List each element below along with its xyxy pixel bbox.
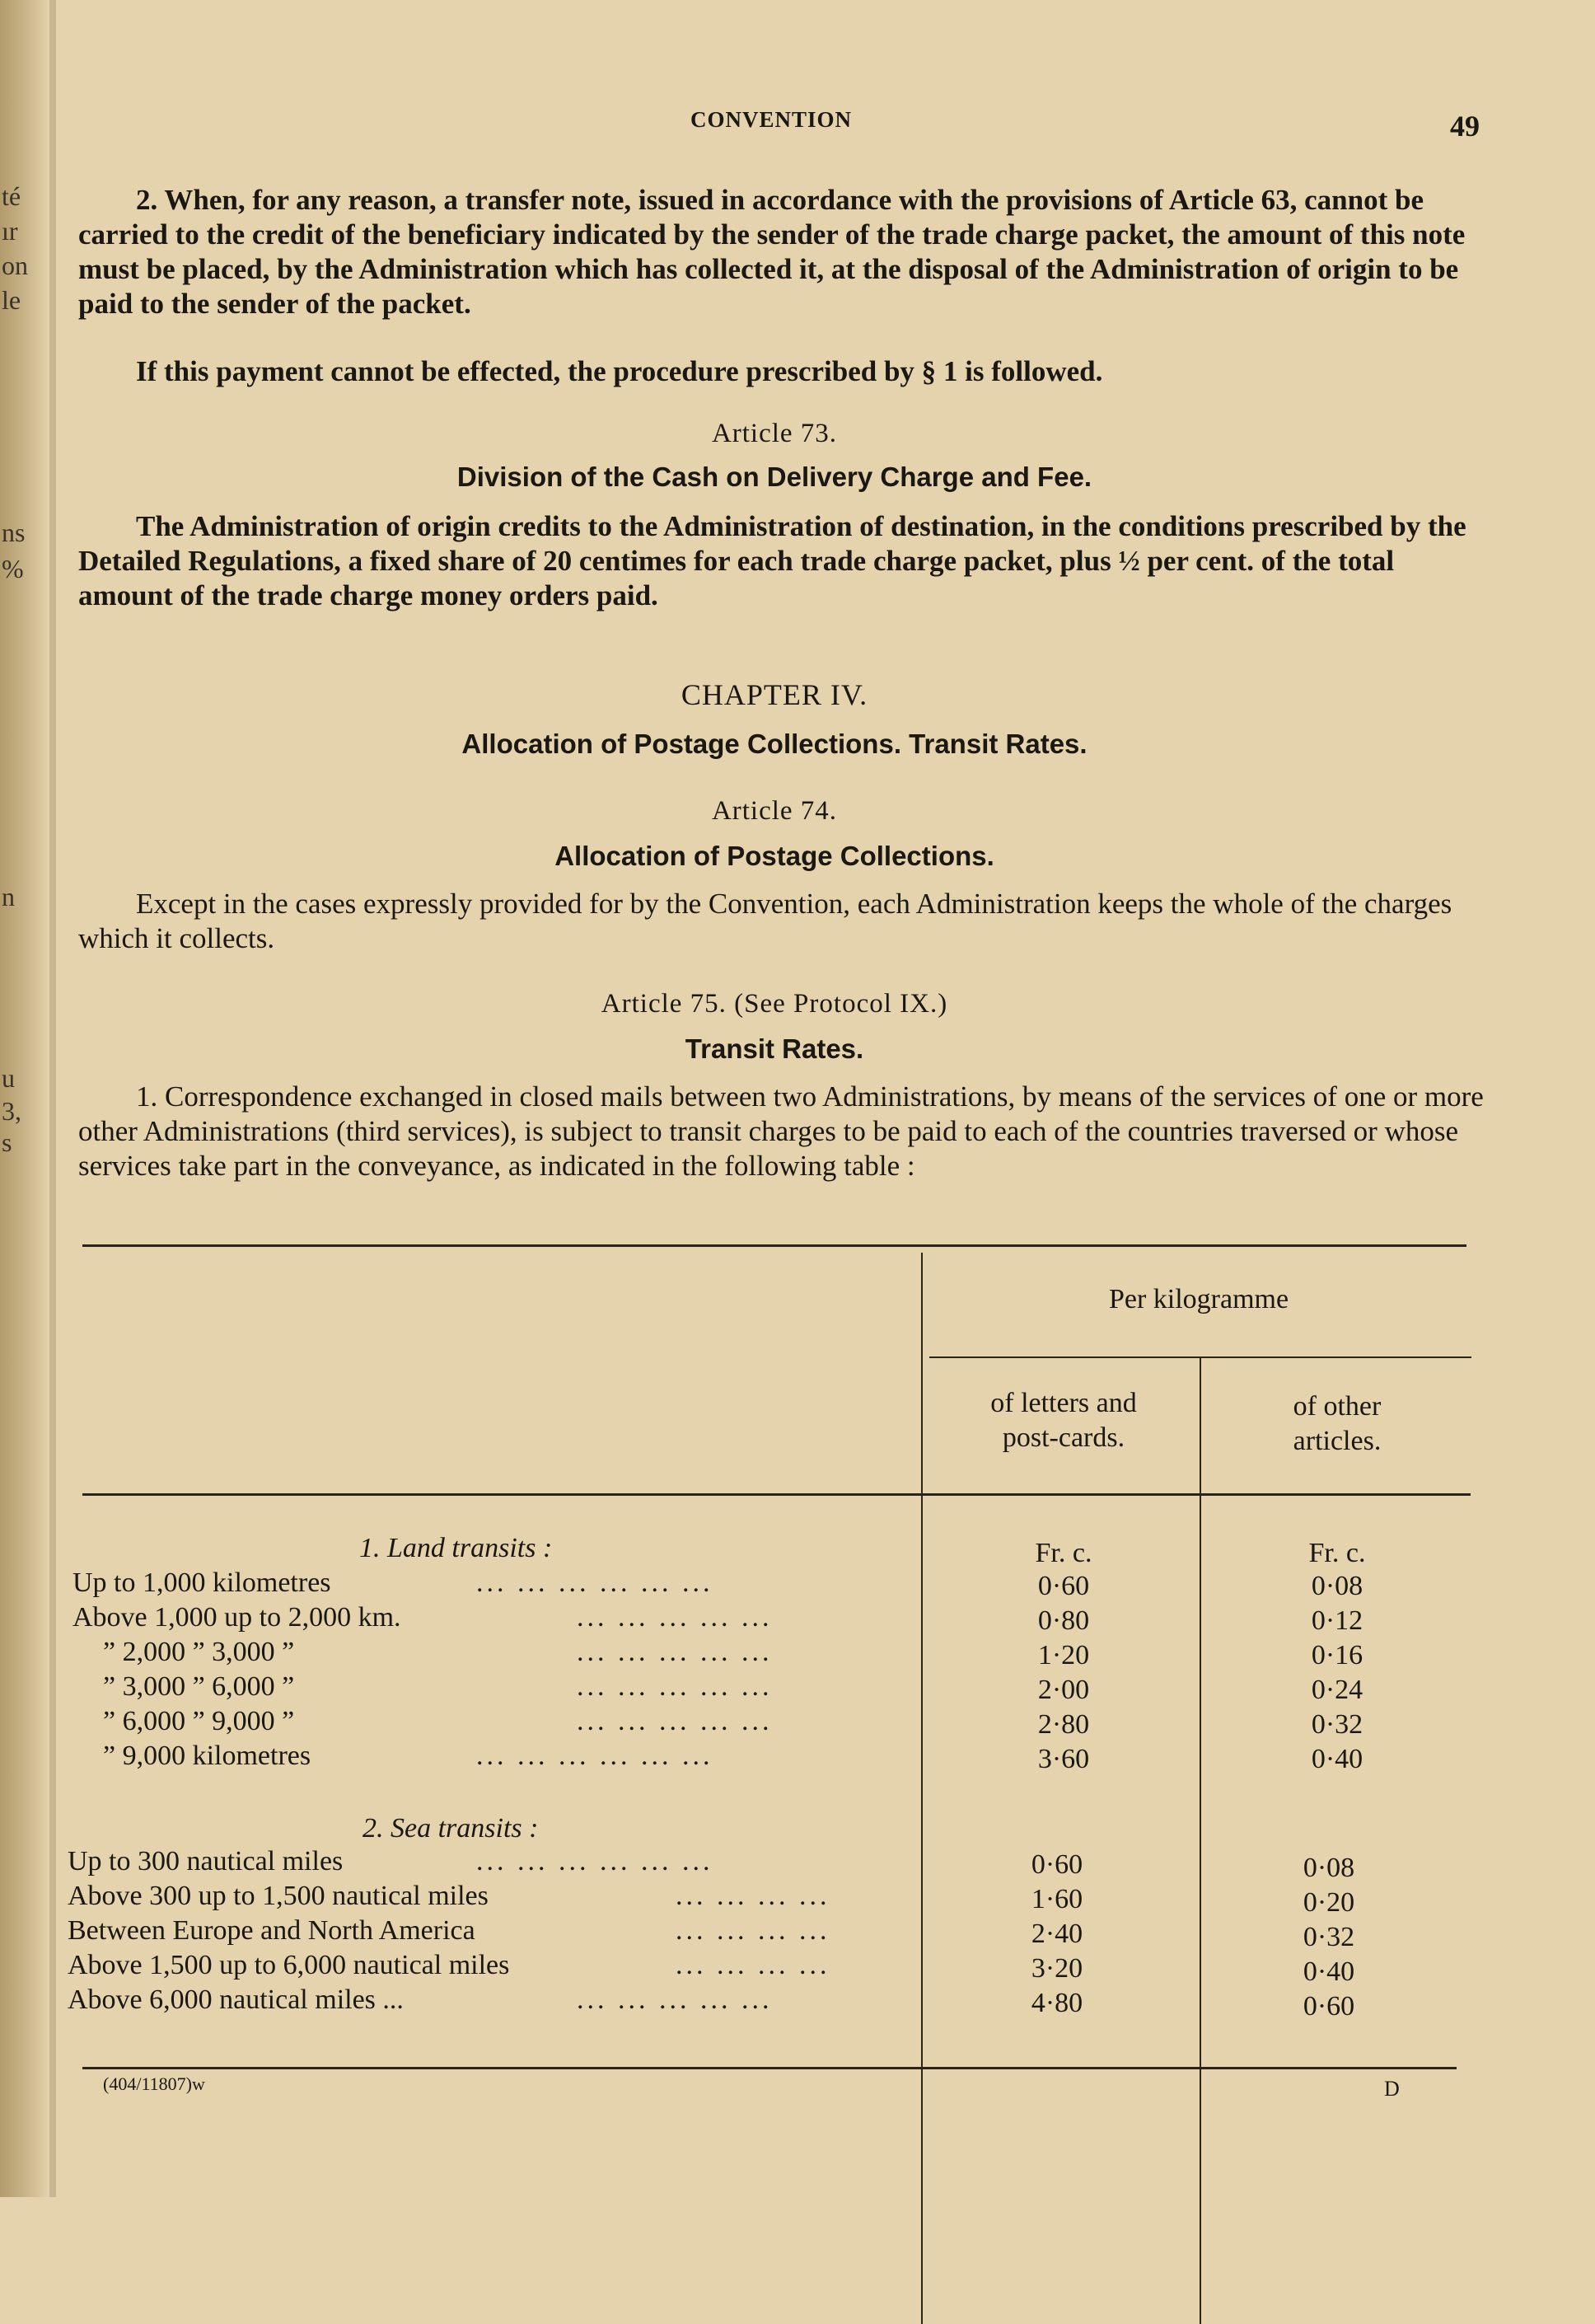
table-row-label: Above 6,000 nautical miles ... bbox=[68, 1984, 404, 2015]
article-75-title: Transit Rates. bbox=[685, 1033, 864, 1064]
article-75-heading: Article 75. (See Protocol IX.) bbox=[601, 989, 948, 1019]
table-cell-letters: 3·20 bbox=[1031, 1953, 1083, 1984]
leader-dots: ... ... ... ... ... bbox=[577, 1637, 773, 1667]
chapter-title: Allocation of Postage Collections. Transit Rates. bbox=[461, 729, 1088, 759]
paragraph-transfer-note: 2. When, for any reason, a transfer note, issued in accordance with the provisions of Article 63, cannot be carried to the credit of the beneficiary indicated by the sender of the trade charge packet, the amount of this note must be placed, by the Administration which has collected it, at the disposal of the Administration of origin to be paid to the sender of the packet. bbox=[78, 184, 1466, 320]
table-header-rule bbox=[82, 1493, 1471, 1496]
table-cell-letters: 1·60 bbox=[1031, 1884, 1083, 1914]
leader-dots: ... ... ... ... ... bbox=[577, 1984, 773, 2015]
table-cell-other: 0·60 bbox=[1303, 1991, 1355, 2022]
leader-dots: ... ... ... ... ... ... bbox=[476, 1846, 713, 1877]
table-vline-1 bbox=[921, 1253, 923, 2324]
column-other-header-line1: of other bbox=[1293, 1391, 1382, 1422]
table-row-label: ” 9,000 kilometres bbox=[103, 1741, 311, 1771]
table-row-label: Up to 1,000 kilometres bbox=[72, 1567, 331, 1598]
margin-fragment: on bbox=[2, 251, 28, 280]
margin-fragment: n bbox=[2, 882, 15, 911]
margin-fragment: s bbox=[2, 1127, 12, 1157]
leader-dots: ... ... ... ... ... ... bbox=[476, 1741, 713, 1771]
table-row-label: ” 2,000 ” 3,000 ” bbox=[103, 1637, 295, 1667]
margin-fragment: le bbox=[2, 285, 21, 315]
article-73-heading: Article 73. bbox=[711, 419, 838, 448]
table-cell-other: 0·32 bbox=[1303, 1922, 1355, 1952]
leader-dots: ... ... ... ... ... bbox=[577, 1602, 773, 1633]
leader-dots: ... ... ... ... bbox=[676, 1950, 830, 1980]
table-bottom-rule bbox=[82, 2067, 1457, 2069]
leader-dots: ... ... ... ... ... bbox=[577, 1706, 773, 1736]
table-cell-letters: 2·40 bbox=[1031, 1919, 1083, 1949]
article-74-title: Allocation of Postage Collections. bbox=[554, 841, 994, 871]
table-cell-other: 0·08 bbox=[1311, 1571, 1363, 1601]
table-vline-2 bbox=[1200, 1356, 1201, 2324]
column-letters-header-line2: post-cards. bbox=[1002, 1422, 1125, 1453]
table-cell-other: 0·20 bbox=[1303, 1887, 1355, 1918]
table-cell-letters: 3·60 bbox=[1037, 1744, 1090, 1774]
table-row-label: Up to 300 nautical miles bbox=[68, 1846, 344, 1877]
unit-label: Fr. c. bbox=[1308, 1538, 1366, 1568]
article-74-text: Except in the cases expressly provided for by the Convention, each Administration keeps the whole of the charges which it collects. bbox=[78, 888, 1452, 954]
table-cell-other: 0·08 bbox=[1303, 1853, 1355, 1883]
column-letters-header-line1: of letters and bbox=[990, 1388, 1137, 1418]
sea-transits-heading: 2. Sea transits : bbox=[362, 1813, 539, 1844]
table-cell-other: 0·32 bbox=[1311, 1709, 1363, 1740]
margin-fragment: % bbox=[2, 554, 24, 583]
table-cell-letters: 1·20 bbox=[1037, 1640, 1090, 1670]
table-cell-letters: 2·00 bbox=[1037, 1675, 1090, 1705]
table-row-label: Above 1,000 up to 2,000 km. bbox=[72, 1602, 401, 1633]
table-cell-letters: 2·80 bbox=[1037, 1709, 1090, 1740]
table-row-label: ” 3,000 ” 6,000 ” bbox=[103, 1671, 295, 1702]
land-transits-heading: 1. Land transits : bbox=[359, 1533, 553, 1563]
running-header: CONVENTION bbox=[690, 107, 853, 132]
binding-fold bbox=[49, 0, 56, 2197]
table-cell-letters: 4·80 bbox=[1031, 1988, 1083, 2018]
margin-fragment: ns bbox=[2, 518, 26, 547]
leader-dots: ... ... ... ... bbox=[676, 1881, 830, 1911]
table-row-label: Above 300 up to 1,500 nautical miles bbox=[68, 1881, 489, 1911]
column-other-header-line2: articles. bbox=[1293, 1426, 1382, 1456]
article-75-text: 1. Correspondence exchanged in closed mails between two Administrations, by means of the services of one or more other Administrations (third services), is subject to transit charges to be paid to each of the countries traversed or whose services take part in the conveyance, as indicated in the following table : bbox=[78, 1080, 1484, 1182]
table-top-rule bbox=[82, 1244, 1466, 1247]
table-cell-letters: 0·80 bbox=[1037, 1605, 1090, 1636]
table-row-label: Above 1,500 up to 6,000 nautical miles bbox=[68, 1950, 510, 1980]
article-74-heading: Article 74. bbox=[711, 796, 838, 826]
left-margin-fragments bbox=[0, 0, 41, 2197]
table-cell-other: 0·16 bbox=[1311, 1640, 1363, 1670]
page-number: 49 bbox=[1450, 110, 1480, 143]
print-code: (404/11807)w bbox=[103, 2073, 205, 2094]
chapter-heading: CHAPTER IV. bbox=[681, 678, 868, 711]
margin-fragment: 3, bbox=[2, 1096, 21, 1126]
table-cell-letters: 0·60 bbox=[1037, 1571, 1090, 1601]
table-row-label: ” 6,000 ” 9,000 ” bbox=[103, 1706, 295, 1736]
column-group-header: Per kilogramme bbox=[1108, 1284, 1289, 1314]
unit-label: Fr. c. bbox=[1035, 1538, 1092, 1568]
leader-dots: ... ... ... ... bbox=[676, 1915, 830, 1946]
article-73-text: The Administration of origin credits to the Administration of destination, in the conditions prescribed by the Detailed Regulations, a fixed share of 20 centimes for each trade charge packet, plus ½ per cent. of the total amount of the trade charge money orders paid. bbox=[78, 510, 1466, 611]
leader-dots: ... ... ... ... ... ... bbox=[476, 1567, 713, 1598]
table-cell-other: 0·24 bbox=[1311, 1675, 1363, 1705]
paragraph-payment-procedure: If this payment cannot be effected, the procedure prescribed by § 1 is followed. bbox=[136, 355, 1103, 387]
table-cell-other: 0·40 bbox=[1303, 1956, 1355, 1987]
leader-dots: ... ... ... ... ... bbox=[577, 1671, 773, 1702]
table-cell-other: 0·40 bbox=[1311, 1744, 1363, 1774]
margin-fragment: té bbox=[2, 181, 21, 211]
margin-fragment: ır bbox=[2, 216, 18, 246]
margin-fragment: u bbox=[2, 1063, 15, 1093]
signature-mark: D bbox=[1384, 2077, 1400, 2101]
table-row-label: Between Europe and North America bbox=[68, 1915, 475, 1946]
table-cell-letters: 0·60 bbox=[1031, 1849, 1083, 1880]
article-73-title: Division of the Cash on Delivery Charge and Fee. bbox=[456, 462, 1092, 492]
table-cell-other: 0·12 bbox=[1311, 1605, 1363, 1636]
